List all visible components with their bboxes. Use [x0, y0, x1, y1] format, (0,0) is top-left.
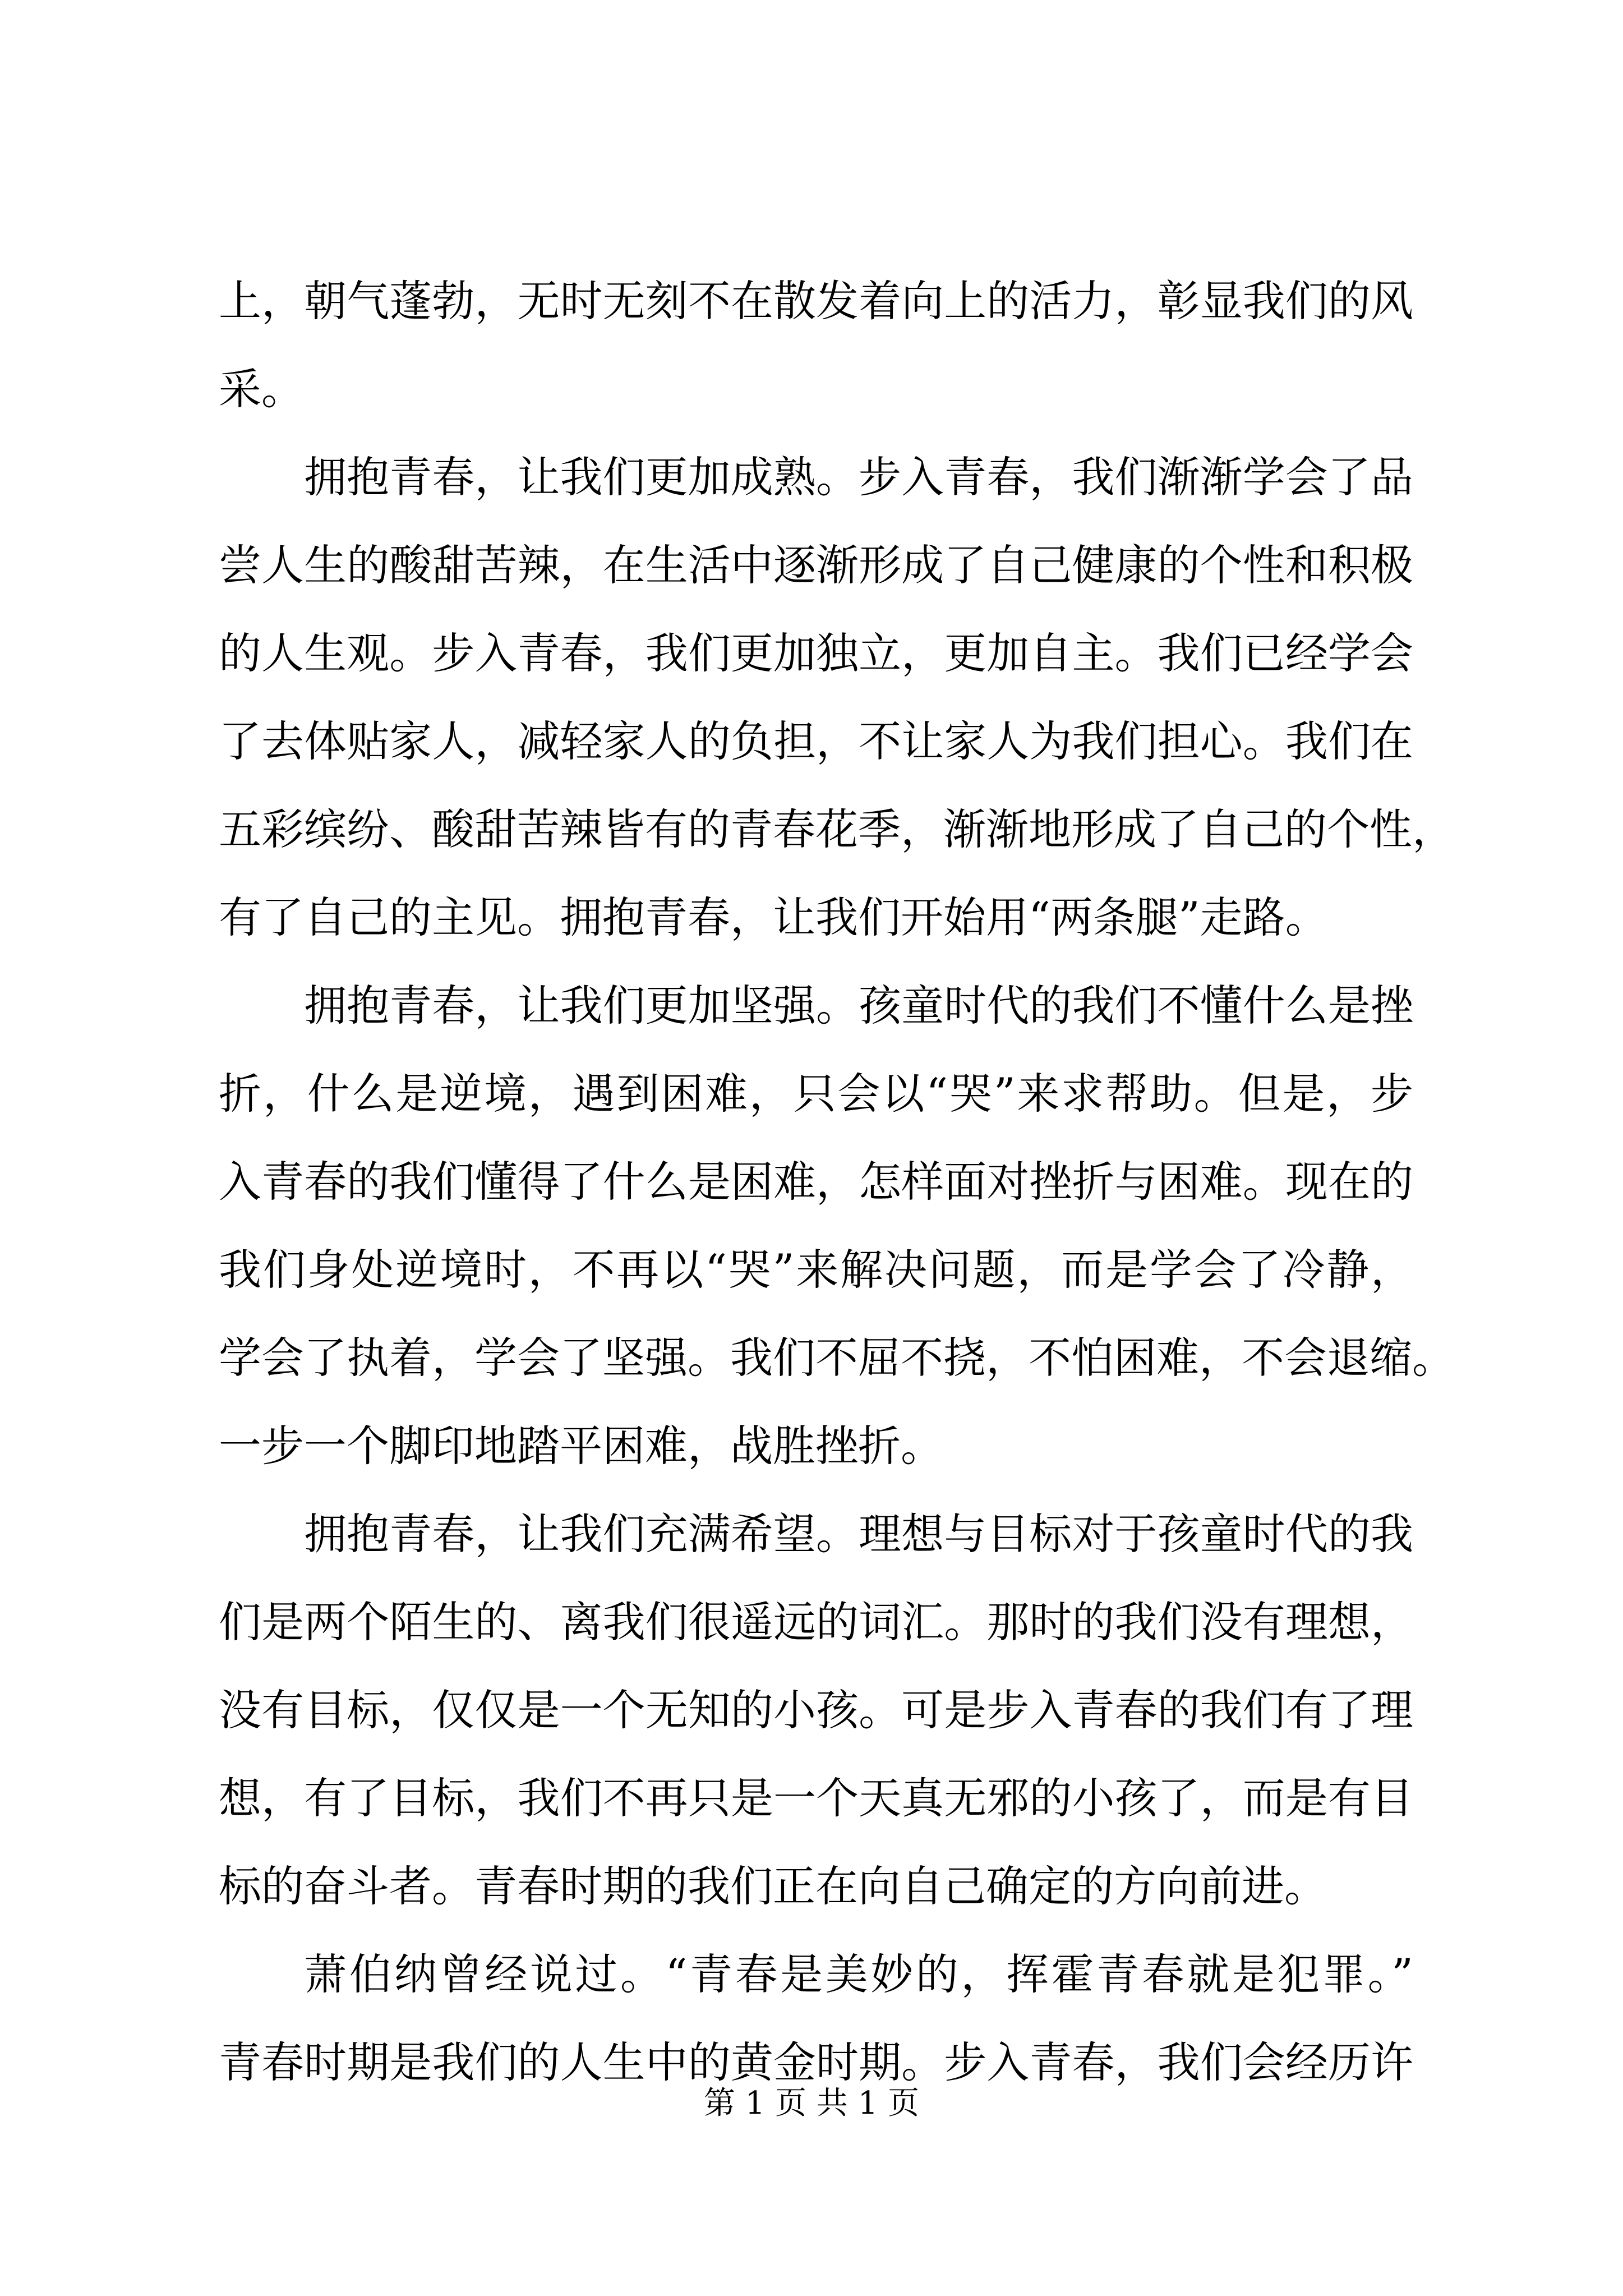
text-line: 青春时期是我们的人生中的黄金时期。步入青春，我们会经历许 — [219, 2037, 1413, 2087]
text-line: 标的奋斗者。青春时期的我们正在向自己确定的方向前进。 — [219, 1861, 1327, 1911]
text-line: 学会了执着，学会了坚强。我们不屈不挠，不怕困难，不会退缩。 — [219, 1333, 1455, 1383]
text-line: 拥抱青春，让我们更加成熟。步入青春，我们渐渐学会了品 — [304, 452, 1413, 502]
text-line: 们是两个陌生的、离我们很遥远的词汇。那时的我们没有理想， — [219, 1597, 1413, 1647]
body-text — [219, 257, 1455, 2106]
text-line: 有了自己的主见。拥抱青春，让我们开始用“两条腿”走路。 — [219, 892, 1328, 942]
text-line: 采。 — [219, 364, 304, 414]
text-line: 一步一个脚印地踏平困难，战胜挫折。 — [219, 1421, 943, 1471]
text-line: 尝人生的酸甜苦辣，在生活中逐渐形成了自己健康的个性和积极 — [219, 540, 1413, 590]
text-line: 拥抱青春，让我们更加坚强。孩童时代的我们不懂什么是挫 — [304, 981, 1413, 1030]
text-line: 上，朝气蓬勃，无时无刻不在散发着向上的活力，彰显我们的风 — [219, 276, 1413, 326]
text-line: 想，有了目标，我们不再只是一个天真无邪的小孩了，而是有目 — [219, 1773, 1413, 1823]
text-line: 没有目标，仅仅是一个无知的小孩。可是步入青春的我们有了理 — [219, 1685, 1413, 1735]
text-line: 拥抱青春，让我们充满希望。理想与目标对于孩童时代的我 — [304, 1509, 1413, 1559]
page-footer: 第 1 页 共 1 页 — [703, 2085, 920, 2122]
text-line: 五彩缤纷、酸甜苦辣皆有的青春花季，渐渐地形成了自己的个性， — [219, 804, 1455, 854]
text-line: 入青春的我们懂得了什么是困难，怎样面对挫折与困难。现在的 — [219, 1157, 1413, 1207]
text-line: 萧伯纳曾经说过。“青春是美妙的，挥霍青春就是犯罪。” — [304, 1949, 1413, 1999]
text-line: 折，什么是逆境，遇到困难，只会以“哭”来求帮助。但是，步 — [219, 1069, 1413, 1119]
text-line: 了去体贴家人，减轻家人的负担，不让家人为我们担心。我们在 — [219, 716, 1413, 766]
text-line: 的人生观。步入青春，我们更加独立，更加自主。我们已经学会 — [219, 628, 1413, 678]
text-line: 我们身处逆境时，不再以“哭”来解决问题，而是学会了冷静， — [219, 1245, 1413, 1295]
